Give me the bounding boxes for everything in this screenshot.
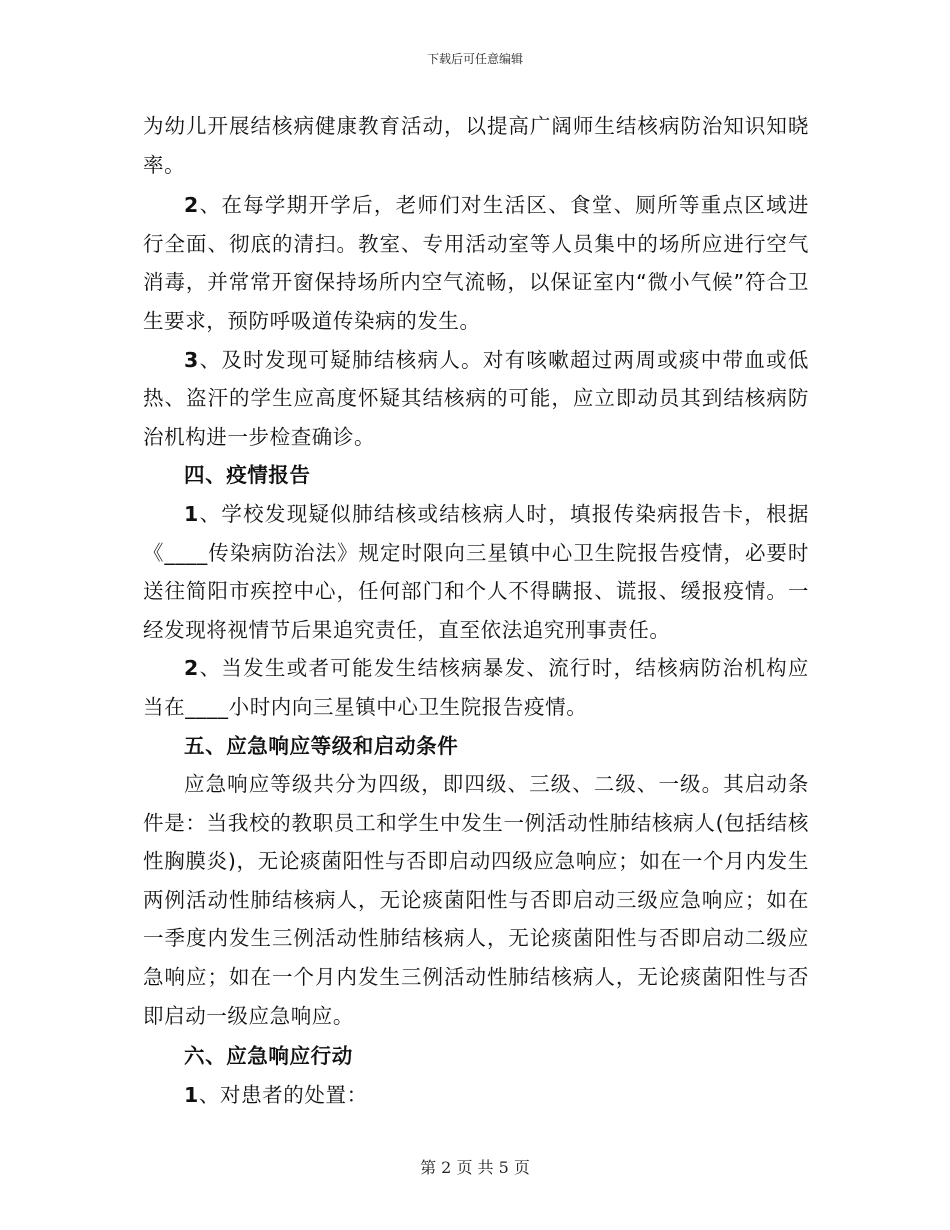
paragraph-report-procedure xyxy=(143,495,809,649)
paragraph-text: 、当发生或者可能发生结核病暴发、流行时，结核病防治机构应当在____小时内向三星镇中心卫生院报告疫情。 xyxy=(143,656,809,719)
list-number: 1 xyxy=(184,1082,199,1107)
list-number: 3 xyxy=(184,347,199,372)
page-header: 下载后可任意编辑 xyxy=(426,52,523,66)
paragraph-outbreak-report xyxy=(143,649,809,726)
paragraph-detection xyxy=(143,341,809,457)
section-heading-response-actions: 六、应急响应行动 xyxy=(184,1044,353,1069)
page-number: 第 2 页 共 5 页 xyxy=(420,1158,530,1177)
list-number: 1 xyxy=(184,501,199,526)
paragraph-health-education: 为幼儿开展结核病健康教育活动，以提高广阔师生结核病防治知识知晓率。 xyxy=(143,114,809,177)
section-heading-epidemic-report: 四、疫情报告 xyxy=(184,463,311,488)
paragraph-text: 、学校发现疑似肺结核或结核病人时，填报传染病报告卡，根据《____传染病防治法》规定时限向三星镇中心卫生院报告疫情，必要时送往简阳市疾控中心，任何部门和个人不得瞒报、谎报、缓报疫情。一经发现将视情节后果追究责任，直至依法追究刑事责任。 xyxy=(143,501,809,642)
paragraph-patient-handling xyxy=(143,1076,809,1115)
list-number: 2 xyxy=(184,193,199,218)
paragraph-text: 、对患者的处置： xyxy=(198,1082,368,1107)
section-heading-response-levels: 五、应急响应等级和启动条件 xyxy=(184,733,459,758)
paragraph-text: 、及时发现可疑肺结核病人。对有咳嗽超过两周或痰中带血或低热、盗汗的学生应高度怀疑其结核病的可能，应立即动员其到结核病防治机构进一步检查确诊。 xyxy=(143,347,809,449)
paragraph-cleaning xyxy=(143,186,809,340)
list-number: 2 xyxy=(184,656,199,681)
paragraph-text: 、在每学期开学后，老师们对生活区、食堂、厕所等重点区域进行全面、彻底的清扫。教室、专用活动室等人员集中的场所应进行空气消毒，并常常开窗保持场所内空气流畅，以保证室内“微小气候”符合卫生要求，预防呼吸道传染病的发生。 xyxy=(143,193,809,333)
paragraph-response-conditions: 应急响应等级共分为四级，即四级、三级、二级、一级。其启动条件是：当我校的教职员工和学生中发生一例活动性肺结核病人(包括结核性胸膜炎)，无论痰菌阳性与否即启动四级应急响应；如在一个月内发生两例活动性肺结核病人，无论痰菌阳性与否即启动三级应急响应；如在一季度内发生三例活动性肺结核病人，无论痰菌阳性与否即启动二级应急响应；如在一个月内发生三例活动性肺结核病人，无论痰菌阳性与否即启动一级应急响应。 xyxy=(143,772,809,1028)
document-body xyxy=(143,107,809,1114)
